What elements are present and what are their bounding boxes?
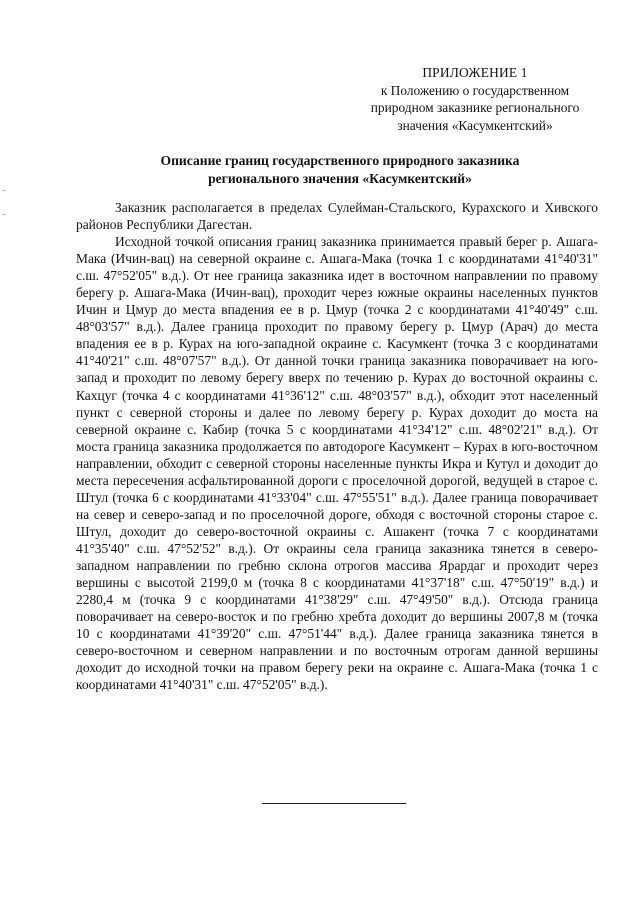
appendix-line: природном заказнике регионального xyxy=(370,100,580,115)
document-title xyxy=(70,152,610,187)
end-divider-line xyxy=(262,803,406,804)
document-body xyxy=(76,199,598,693)
scan-margin-mark xyxy=(2,190,6,191)
title-line: Описание границ государственного природного заказника xyxy=(160,153,520,168)
scan-margin-mark xyxy=(2,214,6,215)
appendix-heading: ПРИЛОЖЕНИЕ 1 xyxy=(422,65,528,80)
appendix-line: значения «Касумкентский» xyxy=(397,117,553,133)
body-paragraph: Исходной точкой описания границ заказника принимается правый берег р. Ашага-Мака (Ичин-вац) на северной окраине с. Ашага-Мака (точка 1 с координатами 41°40'31" с.ш. 47°52'05" в.д.). От нее граница заказника идет в восточном направлении по правому берегу р. Ашага-Мака (Ичин-вац), проходит через южные окраины населенных пунктов Ичин и Цмур до места впадения ее в р. Цмур (точка 2 с координатами 41°40'49" с.ш. 48°03'57" в.д.). Далее граница проходит по правому берегу р. Цмур (Арач) до места впадения ее в р. Курах на юго-западной окраине с. Касумкент (точка 3 с координатами 41°40'21" с.ш. 48°07'57" в.д.). От данной точки граница заказника поворачивает на юго-запад и проходит по левому берегу вверх по течению р. Курах до восточной окраины с. Кахцуг (точка 4 с координатами 41°36'12" с.ш. 48°03'57" в.д.), обходит этот населенный пункт с северной стороны и далее по левому берегу р. Курах доходит до моста на северной окраине с. Кабир (точка 5 с координатами 41°34'12" с.ш. 48°02'21" в.д.). От моста граница заказника продолжается по автодороге Касумкент – Курах в юго-восточном направлении, обходит с северной стороны населенные пункты Икра и Кутул и доходит до места пересечения асфальтированной дороги с проселочной дорогой, ведущей в старое с. Штул (точка 6 с координатами 41°33'04" с.ш. 47°55'51" в.д.). Далее граница поворачивает на север и северо-запад и по проселочной дороге, обходя с восточной стороны старое с. Штул, доходит до северо-восточной окраины с. Ашакент (точка 7 с координатами 41°35'40" с.ш. 47°52'52" в.д.). От окраины села граница заказника тянется в северо-западном направлении по гребню склона отрогов массива Ярардаг и проходит через вершины с высотой 2199,0 м (точка 8 с координатами 41°37'18" с.ш. 47°50'19" в.д.) и 2280,4 м (точка 9 с координатами 41°38'29" с.ш. 47°49'50" в.д.). Отсюда граница поворачивает на северо-восток и по гребню хребта доходит до вершины 2007,8 м (точка 10 с координатами 41°39'20" с.ш. 47°51'44" в.д.). Далее граница заказника тянется в северо-восточном и северном направлении и по восточным отрогам данной вершины доходит до исходной точки на правом берегу реки на окраине с. Ашага-Мака (точка 1 с координатами 41°40'31" с.ш. 47°52'05" в.д.). xyxy=(76,234,598,693)
title-line: регионального значения «Касумкентский» xyxy=(208,170,472,186)
appendix-line: к Положению о государственном xyxy=(380,82,570,98)
appendix-header xyxy=(330,64,620,134)
body-paragraph: Заказник располагается в пределах Сулейман-Стальского, Курахского и Хивского районов Республики Дагестан. xyxy=(76,200,598,233)
